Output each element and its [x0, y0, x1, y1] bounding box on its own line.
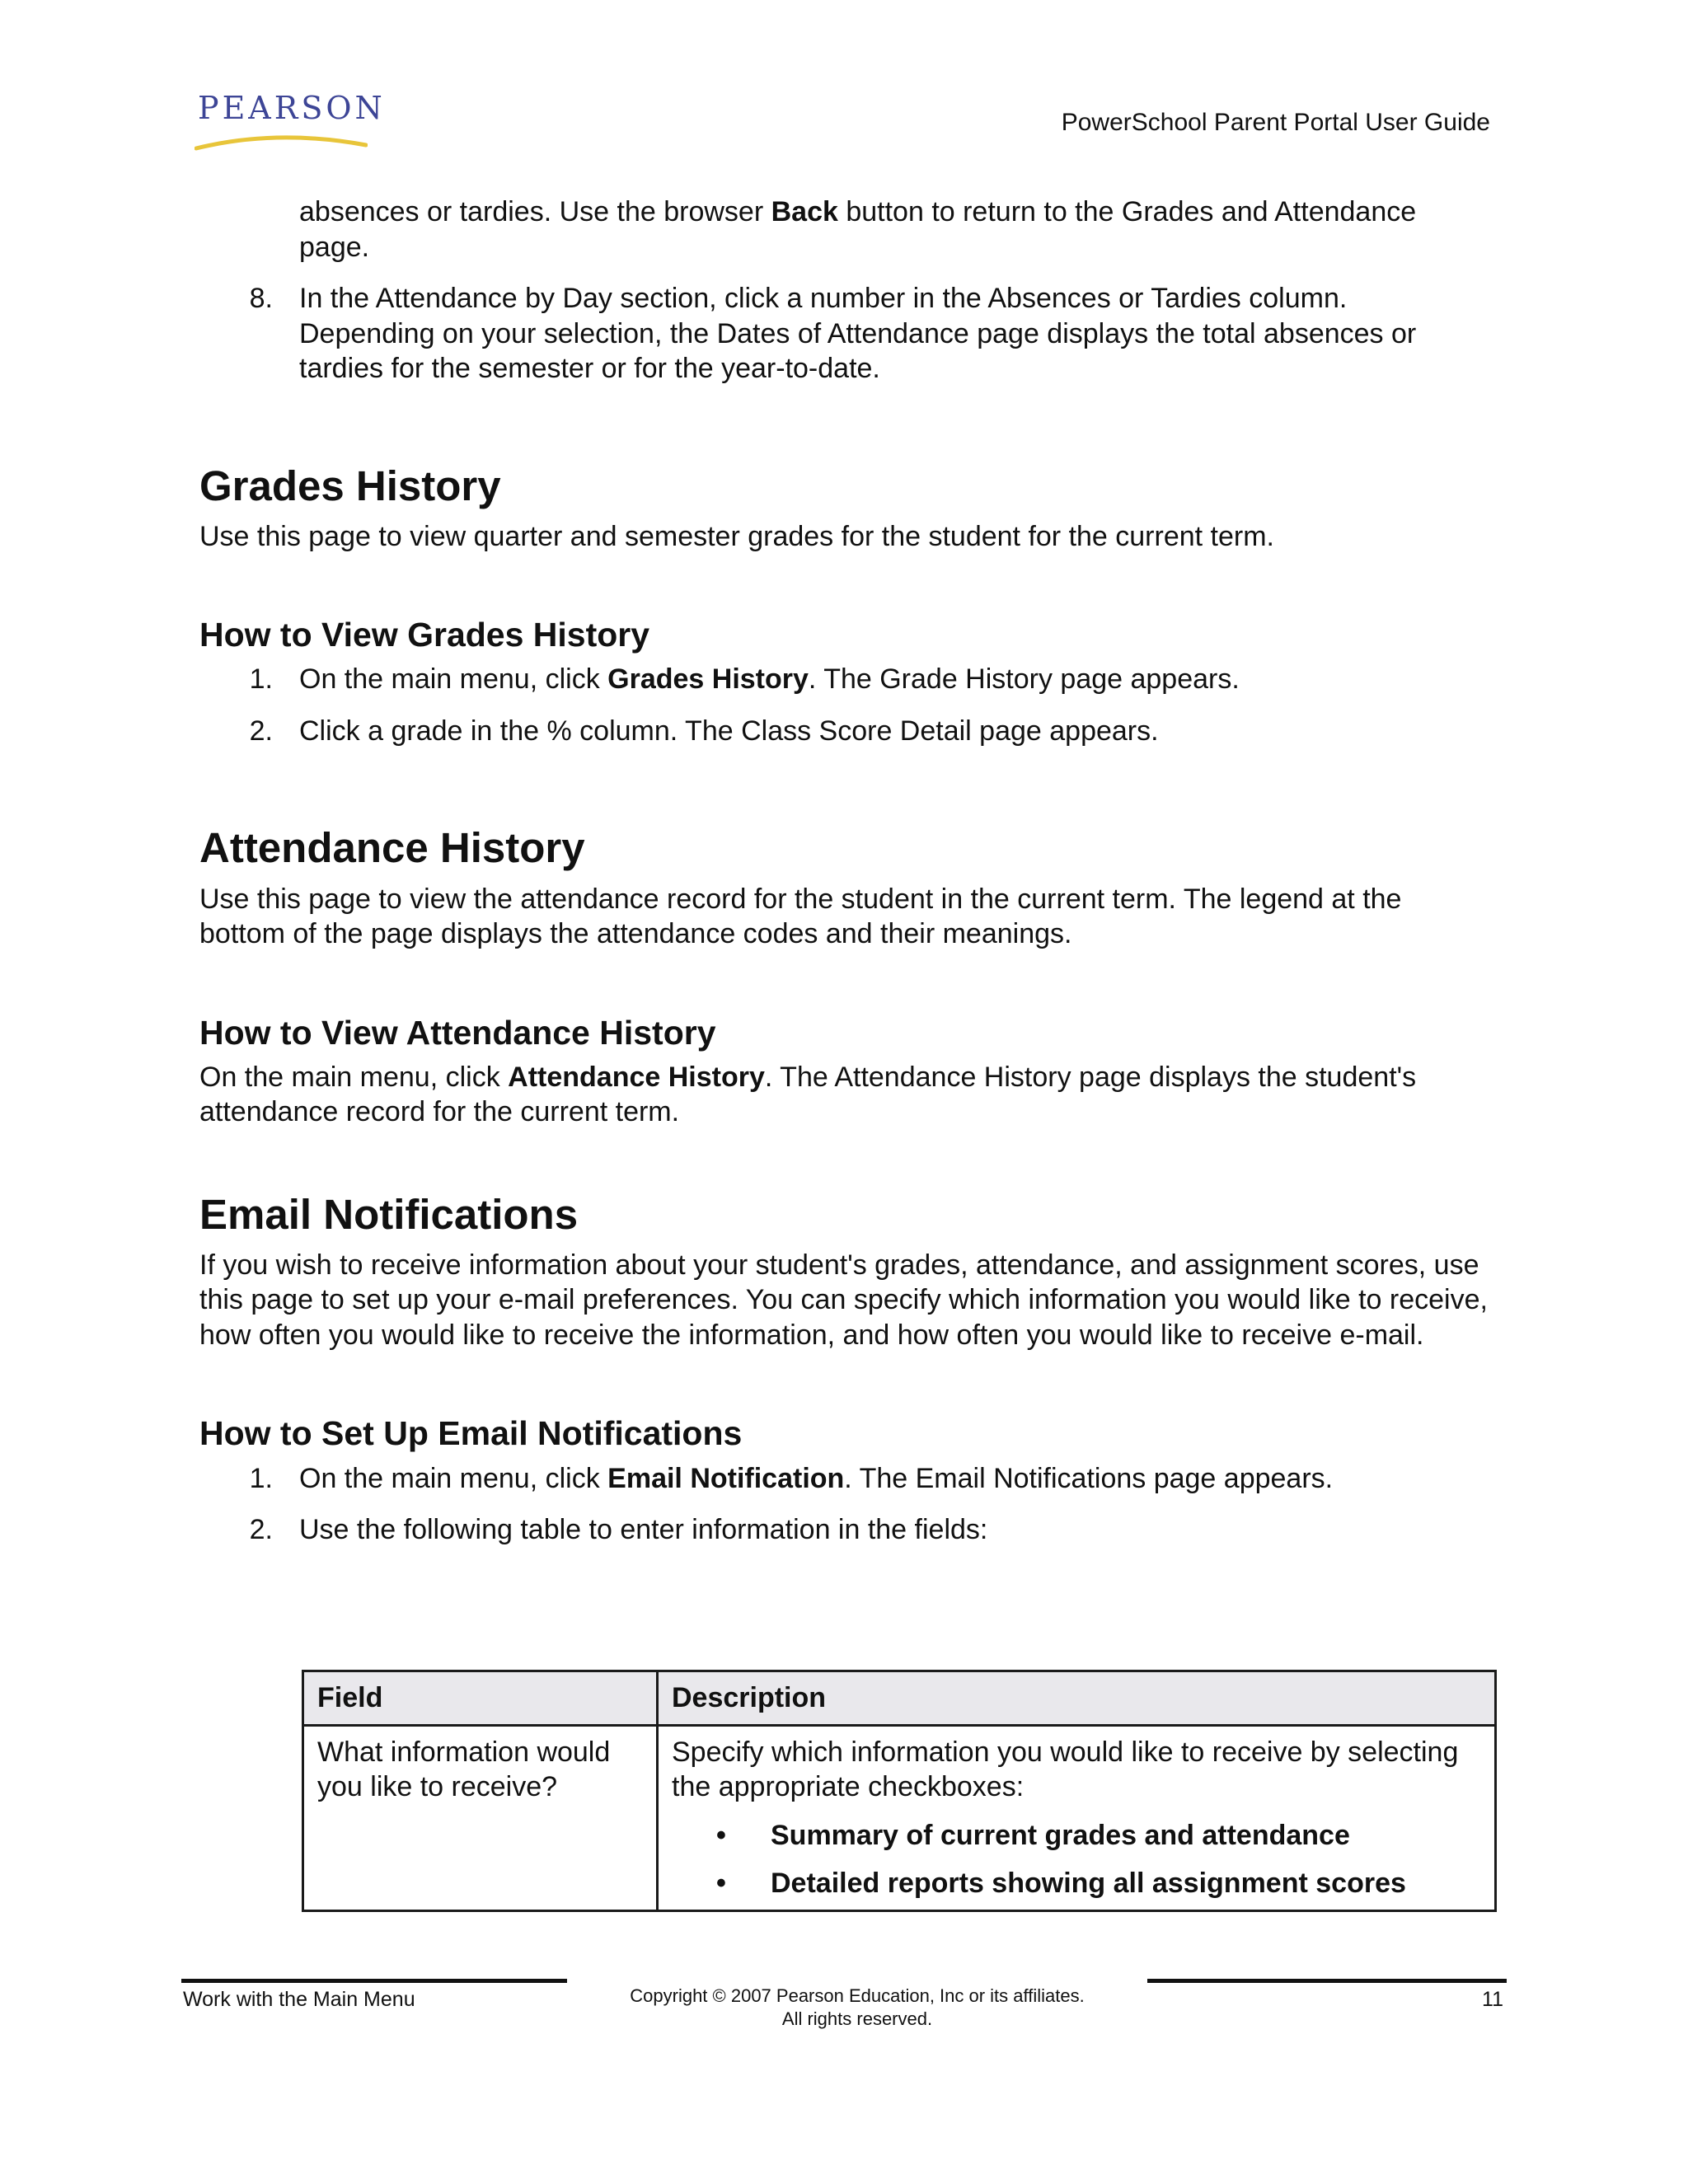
footer-section-title: Work with the Main Menu: [183, 1988, 415, 2011]
table-row: [303, 1725, 1496, 1910]
logo-wordmark: PEARSON: [198, 90, 386, 126]
step-text: Use the following table to enter information in the fields:: [299, 1514, 988, 1546]
step-number: 2.: [249, 1514, 273, 1546]
step-number: 1.: [249, 1462, 273, 1494]
footer-copyright: [577, 1985, 1137, 2030]
attendance-how-body: On the main menu, click Attendance History. The Attendance History page displays the student's attendance record for the current term.: [199, 1061, 1417, 1128]
copyright-line-2: All rights reserved.: [781, 2008, 933, 2029]
bullet-icon: •: [716, 1868, 726, 1899]
attendance-history-body: Use this page to view the attendance record for the student in the current term. The legend at the bottom of the page displays the attendance codes and their meanings.: [199, 883, 1402, 950]
pearson-logo: [198, 90, 386, 150]
footer-rule-right: [1147, 1979, 1507, 1983]
column-header-field: Field: [303, 1671, 658, 1726]
bold-term: Email Notification: [607, 1462, 845, 1494]
email-notifications-body: If you wish to receive information about your student's grades, attendance, and assignment scores, use this page to set up your e-mail preferences. You can specify which information you would like to receive, how often you would like to receive the information, and how often you would like to receive e-mail.: [199, 1249, 1488, 1351]
guide-title: PowerSchool Parent Portal User Guide: [1061, 109, 1490, 136]
grades-history-body: Use this page to view quarter and semester grades for the student for the current term.: [199, 520, 1274, 552]
bullet-icon: •: [716, 1819, 726, 1851]
step-number: 2.: [249, 715, 273, 747]
description-text: Specify which information you would like to receive by selecting the appropriate checkboxes:: [672, 1736, 1459, 1802]
heading-attendance-history: Attendance History: [199, 824, 585, 872]
list-item: [199, 1461, 1489, 1497]
heading-email-notifications: Email Notifications: [199, 1190, 579, 1238]
heading-how-setup-email: How to Set Up Email Notifications: [199, 1414, 743, 1453]
continued-paragraph: absences or tardies. Use the browser Back button to return to the Grades and Attendance page.: [299, 196, 1417, 263]
copyright-line-1: Copyright © 2007 Pearson Education, Inc or its affiliates.: [630, 1985, 1085, 2006]
step-number: 8.: [249, 283, 273, 314]
table-header-row: [303, 1671, 1496, 1726]
fields-table: [302, 1670, 1497, 1912]
email-steps: [199, 1461, 1489, 1548]
column-header-description: Description: [658, 1671, 1496, 1726]
cell-description: [658, 1725, 1496, 1910]
page-content: [199, 194, 1489, 1564]
list-item: [199, 662, 1489, 697]
bold-term: Grades History: [607, 663, 809, 696]
bold-term: Back: [771, 196, 838, 227]
list-item: [199, 1512, 1489, 1548]
bullet-text: Summary of current grades and attendance: [771, 1819, 1350, 1851]
step-text: In the Attendance by Day section, click a number in the Absences or Tardies column. Depending on your selection, the Dates of Attendance page displays the total absences or tardies for the semester or for the year-to-date.: [299, 283, 1417, 384]
step-8: [199, 281, 1489, 387]
step-text: On the main menu, click Grades History. The Grade History page appears.: [299, 663, 1240, 696]
heading-how-view-grades-history: How to View Grades History: [199, 616, 650, 654]
heading-how-view-attendance-history: How to View Attendance History: [199, 1013, 716, 1052]
page-number: 11: [1482, 1988, 1503, 2011]
bullet-item: [672, 1818, 1481, 1854]
footer-rule-left: [181, 1979, 567, 1983]
bullet-item: [672, 1866, 1481, 1901]
cell-field: What information would you like to receive?: [303, 1725, 658, 1910]
step-text: On the main menu, click Email Notification. The Email Notifications page appears.: [299, 1462, 1334, 1494]
logo-swoosh-icon: [195, 127, 368, 152]
list-item: [199, 714, 1489, 749]
step-text: Click a grade in the % column. The Class Score Detail page appears.: [299, 715, 1159, 747]
heading-grades-history: Grades History: [199, 462, 501, 509]
bullet-text: Detailed reports showing all assignment scores: [771, 1868, 1406, 1899]
bold-term: Attendance History: [508, 1061, 765, 1093]
step-number: 1.: [249, 663, 273, 696]
grades-history-steps: [199, 662, 1489, 748]
